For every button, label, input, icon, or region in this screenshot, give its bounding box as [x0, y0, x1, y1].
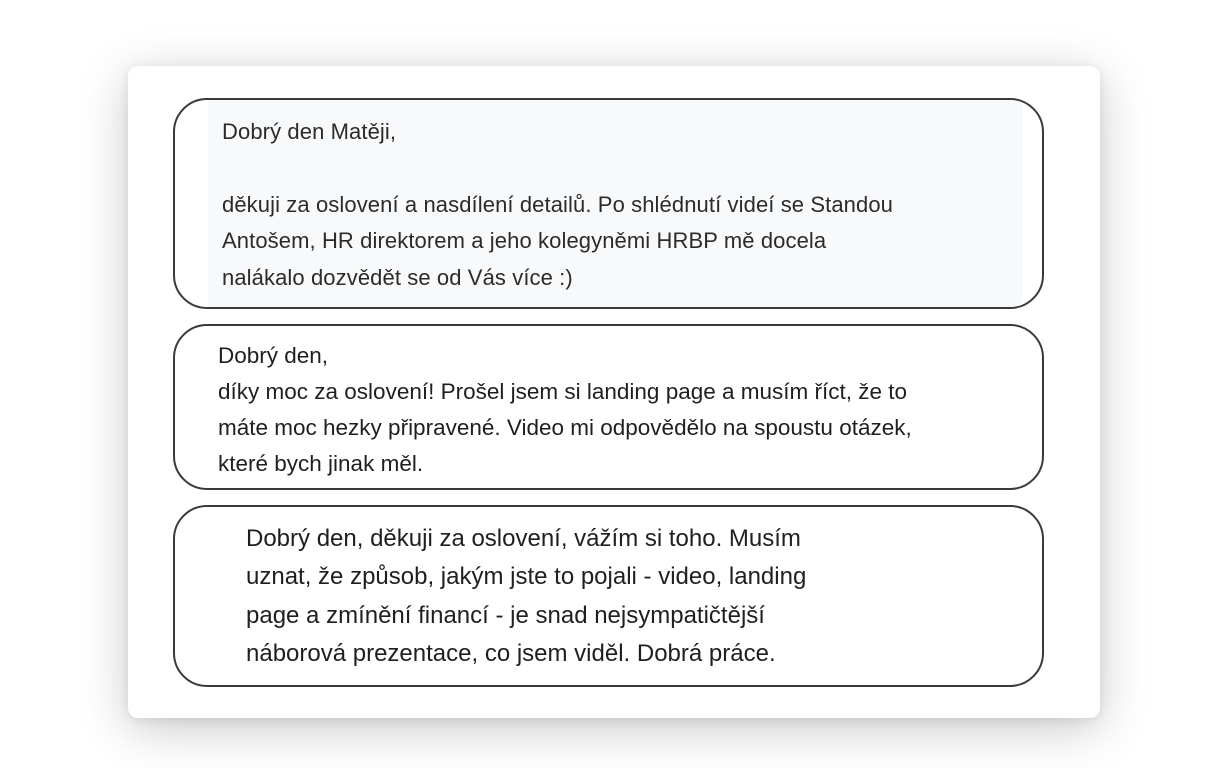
message-3-line: uznat, že způsob, jakým jste to pojali - video, landing	[246, 563, 807, 591]
message-2-line: díky moc za oslovení! Prošel jsem si landing page a musím říct, že to	[218, 379, 908, 404]
message-2-greeting: Dobrý den,	[218, 343, 329, 368]
message-text-1	[222, 114, 1022, 296]
message-text-2	[218, 338, 1018, 482]
message-2-line: máte moc hezky připravené. Video mi odpovědělo na spoustu otázek,	[218, 415, 912, 440]
testimonials-card	[128, 66, 1100, 718]
message-3-line: Dobrý den, děkuji za oslovení, vážím si toho. Musím	[246, 525, 801, 552]
message-1-line: Antošem, HR direktorem a jeho kolegyněmi HRBP mě docela	[222, 228, 827, 253]
message-2-line: které bych jinak měl.	[218, 451, 424, 476]
message-bubble-3	[173, 505, 1044, 687]
message-3-line: náborová prezentace, co jsem viděl. Dobrá práce.	[246, 639, 776, 667]
message-text-3	[246, 520, 1006, 673]
message-1-line: nalákalo dozvědět se od Vás více :)	[222, 264, 573, 290]
message-1-line: děkuji za oslovení a nasdílení detailů. Po shlédnutí videí se Standou	[222, 191, 894, 217]
message-1-greeting: Dobrý den Matěji,	[222, 119, 397, 144]
message-3-line: page a zmínění financí - je snad nejsympatičtější	[246, 601, 765, 629]
message-bubble-1	[173, 98, 1044, 309]
message-bubble-2	[173, 324, 1044, 490]
